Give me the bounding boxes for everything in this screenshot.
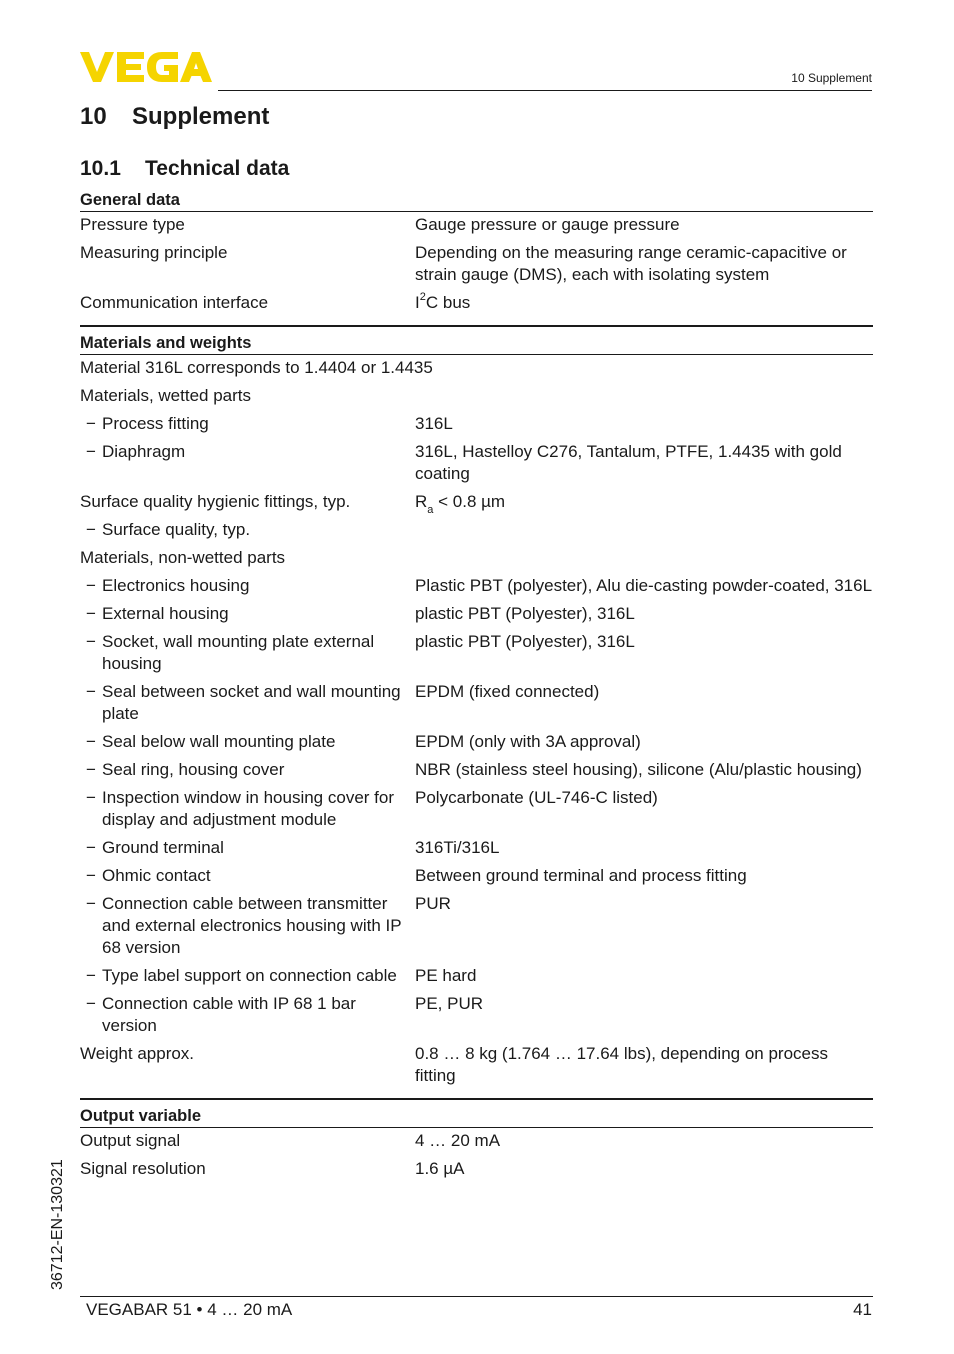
dash-marker: − xyxy=(86,442,96,461)
row-value: Depending on the measuring range ceramic-capacitive or strain gauge (DMS), each with isolating system xyxy=(415,243,847,284)
row-label: − Ohmic contact xyxy=(80,865,415,887)
wetted-parts-label: Materials, wetted parts xyxy=(80,386,252,405)
dash-marker: − xyxy=(86,732,96,751)
row-value: Polycarbonate (UL-746-C listed) xyxy=(415,788,658,807)
dash-marker: − xyxy=(86,838,96,857)
header-rule xyxy=(218,90,872,91)
table-row xyxy=(80,569,873,597)
row-label: Measuring principle xyxy=(80,243,228,262)
chapter-title xyxy=(80,103,269,131)
chapter-title-text: Supplement xyxy=(132,103,270,130)
section-number: 10.1 xyxy=(80,157,121,180)
section-title xyxy=(80,157,289,181)
table-row xyxy=(80,859,873,887)
footer-rule xyxy=(80,1296,873,1297)
section-heading: General data xyxy=(80,187,873,212)
row-value: PUR xyxy=(415,894,451,913)
table-row xyxy=(80,831,873,859)
row-value: EPDM (fixed connected) xyxy=(415,682,600,701)
section-heading: Output variable xyxy=(80,1098,873,1128)
technical-data-table xyxy=(80,187,873,1180)
row-value: $I^2C$ bus xyxy=(415,291,471,312)
dash-marker: − xyxy=(86,576,96,595)
table-row xyxy=(80,513,873,541)
vega-logo xyxy=(80,50,212,84)
table-row xyxy=(80,625,873,675)
materials-note: Material 316L corresponds to 1.4404 or 1.4435 xyxy=(80,358,433,377)
table-row xyxy=(80,435,873,485)
row-value: plastic PBT (Polyester), 316L xyxy=(415,604,635,623)
row-label: Signal resolution xyxy=(80,1159,206,1178)
table-row xyxy=(80,485,873,517)
dash-marker: − xyxy=(86,894,96,913)
running-header: 10 Supplement xyxy=(791,71,872,85)
row-value: 316L, Hastelloy C276, Tantalum, PTFE, 1.4435 with gold coating xyxy=(415,442,842,483)
row-value: Between ground terminal and process fitting xyxy=(415,866,747,885)
row-label: Communication interface xyxy=(80,293,269,312)
row-label: − Diaphragm xyxy=(80,441,415,485)
table-row xyxy=(80,753,873,781)
row-label: − Connection cable with IP 68 1 bar version xyxy=(80,993,415,1037)
dash-marker: − xyxy=(86,604,96,623)
general-data-section xyxy=(80,187,873,314)
table-row xyxy=(80,987,873,1037)
row-value: 4 … 20 mA xyxy=(415,1131,501,1150)
row-value: PE hard xyxy=(415,966,477,985)
row-label: − Electronics housing xyxy=(80,575,415,597)
row-label: − Ground terminal xyxy=(80,837,415,859)
row-label: − Surface quality, typ. xyxy=(86,520,251,539)
page-number: 41 xyxy=(853,1300,872,1319)
row-value: 1.6 µA xyxy=(415,1159,465,1178)
table-row xyxy=(80,236,873,286)
row-label: − External housing xyxy=(80,603,415,625)
dash-marker: − xyxy=(86,994,96,1013)
table-row xyxy=(80,1152,873,1180)
row-label: − Socket, wall mounting plate external housing xyxy=(80,631,415,675)
table-row xyxy=(80,781,873,831)
nonwetted-parts-label: Materials, non-wetted parts xyxy=(80,548,286,567)
row-value: $R_a < 0.8$ µm xyxy=(415,492,506,517)
dash-marker: − xyxy=(86,788,96,807)
row-value: plastic PBT (Polyester), 316L xyxy=(415,632,635,651)
row-value: 316Ti/316L xyxy=(415,838,500,857)
materials-section xyxy=(80,325,873,1087)
row-value: Gauge pressure or gauge pressure xyxy=(415,215,680,234)
table-row xyxy=(80,407,873,435)
row-label: Weight approx. xyxy=(80,1044,195,1063)
output-section xyxy=(80,1098,873,1180)
footer-product: VEGABAR 51 • 4 … 20 mA xyxy=(86,1300,293,1319)
dash-marker: − xyxy=(86,760,96,779)
row-value: EPDM (only with 3A approval) xyxy=(415,732,641,751)
table-row xyxy=(80,212,873,236)
dash-marker: − xyxy=(86,866,96,885)
dash-marker: − xyxy=(86,414,96,433)
row-label: − Connection cable between transmitter and external electronics housing with IP 68 version xyxy=(80,893,415,959)
dash-marker: − xyxy=(86,966,96,985)
table-row xyxy=(80,725,873,753)
row-label: − Seal between socket and wall mounting plate xyxy=(80,681,415,725)
section-title-text: Technical data xyxy=(145,157,290,180)
table-row xyxy=(80,887,873,959)
section-heading: Materials and weights xyxy=(80,325,873,355)
row-label: − Seal below wall mounting plate xyxy=(80,731,415,753)
document-code: 36712-EN-130321 xyxy=(49,1159,66,1290)
row-value: Plastic PBT (polyester), Alu die-casting powder-coated, 316L xyxy=(415,576,873,595)
table-row xyxy=(80,675,873,725)
table-row xyxy=(80,597,873,625)
table-row xyxy=(80,959,873,987)
table-row xyxy=(80,1128,873,1152)
row-value: PE, PUR xyxy=(415,994,484,1013)
row-label: − Type label support on connection cable xyxy=(80,965,415,987)
dash-marker: − xyxy=(86,632,96,651)
row-label: − Seal ring, housing cover xyxy=(80,759,415,781)
row-value: 316L xyxy=(415,414,453,433)
table-row xyxy=(80,1037,873,1087)
chapter-number: 10 xyxy=(80,103,107,130)
row-label: Surface quality hygienic fittings, typ. xyxy=(80,492,351,511)
dash-marker: − xyxy=(86,682,96,701)
table-row xyxy=(80,286,873,314)
row-label: − Inspection window in housing cover for display and adjustment module xyxy=(80,787,415,831)
row-value: 0.8 … 8 kg (1.764 … 17.64 lbs), depending on process fitting xyxy=(415,1044,828,1085)
row-value: NBR (stainless steel housing), silicone (Alu/plastic housing) xyxy=(415,760,862,779)
row-label: − Process fitting xyxy=(80,413,415,435)
row-label: Output signal xyxy=(80,1131,181,1150)
row-label: Pressure type xyxy=(80,215,185,234)
